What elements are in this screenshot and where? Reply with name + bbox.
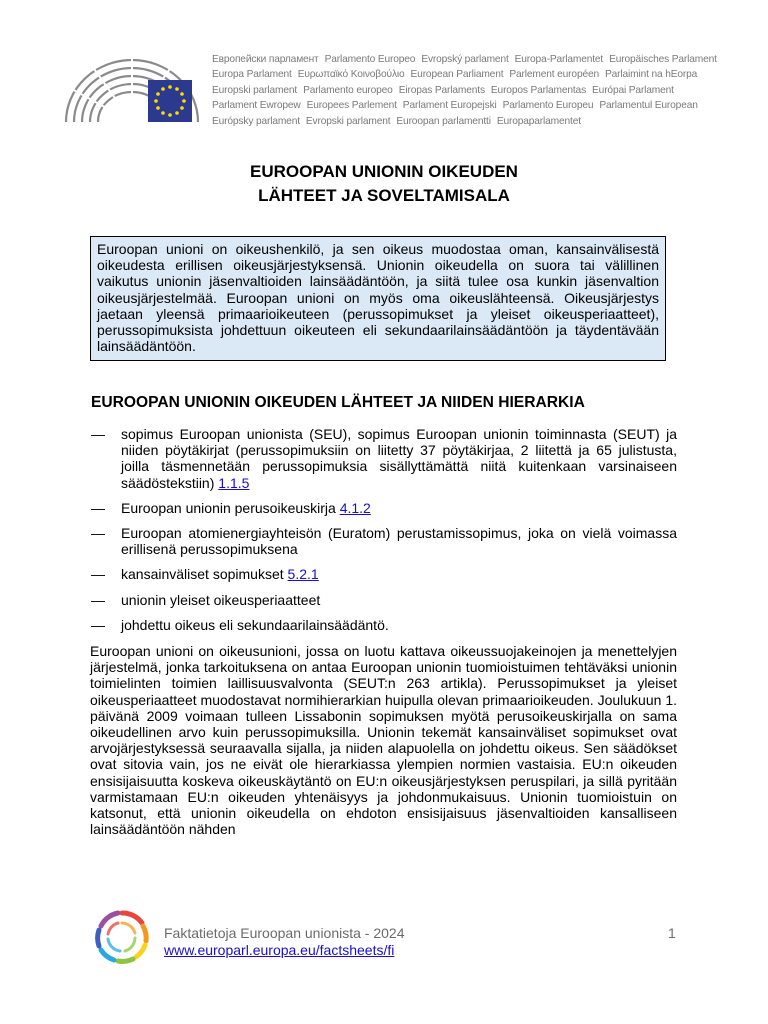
- list-dash: —: [91, 525, 105, 542]
- parliament-names-row: [212, 67, 732, 82]
- section-heading: EUROOPAN UNIONIN OIKEUDEN LÄHTEET JA NIIDEN HIERARKIA: [91, 394, 585, 411]
- list-item: [91, 617, 677, 633]
- footer-title: Faktatietoja Euroopan unionista - 2024: [164, 925, 405, 941]
- parliament-name: Европейски парламент: [212, 54, 319, 65]
- document-title: [0, 160, 768, 208]
- parliament-name: Europa-Parlamentet: [514, 54, 604, 65]
- parliament-name: Evropský parlament: [421, 54, 509, 65]
- parliament-name: Parlamento Europeu: [502, 100, 594, 112]
- list-item-text: unionin yleiset oikeusperiaatteet: [121, 591, 321, 608]
- fact-sheet-link[interactable]: 5.2.1: [287, 566, 319, 583]
- parliament-name: Parlamento Europeo: [324, 54, 416, 65]
- list-item-text: johdettu oikeus eli sekundaarilainsäädäntö.: [121, 616, 389, 633]
- parliament-name: Parlement européen: [509, 69, 600, 81]
- list-item-text: Euroopan atomienergiayhteisön (Euratom) perustamissopimus, joka on vielä voimassa erillisenä perussopimuksena: [121, 525, 677, 558]
- document-title-line: EUROOPAN UNIONIN OIKEUDEN: [250, 162, 518, 181]
- parliament-name: Parlament Europejski: [402, 100, 497, 112]
- parliament-name: Európai Parlament: [592, 84, 674, 96]
- list-item: [91, 426, 677, 491]
- parliament-name: Europees Parlement: [306, 100, 397, 112]
- sources-list: [91, 426, 677, 642]
- parliament-names-row: [212, 114, 732, 129]
- list-dash: —: [91, 616, 105, 633]
- list-dash: —: [91, 426, 105, 442]
- parliament-name: Európsky parlament: [212, 115, 300, 127]
- fact-sheet-link[interactable]: 1.1.5: [218, 474, 250, 491]
- parliament-name: Parlamentul European: [599, 100, 698, 112]
- parliament-names-row: [212, 83, 732, 98]
- list-dash: —: [91, 499, 105, 516]
- parliament-name: Europski parlament: [212, 84, 298, 96]
- parliament-name: Europäisches Parlament: [609, 54, 717, 65]
- summary-box: Euroopan unioni on oikeushenkilö, ja sen oikeus muodostaa oman, kansainvälisestä oikeudesta erillisen oikeusjärjestyksensä. Unionin oikeudella on suora tai välillinen vaikutus unionin jäsenvaltioiden lainsäädäntöön, ja siitä tulee osa kunkin jäsenvaltion oikeusjärjestelmää. Euroopan unioni on myös oma oikeuslähteensä. Oikeusjärjestys jaetaan yleensä primaarioikeuteen (perussopimukset ja yleiset oikeusperiaatteet), perussopimuksista johdettuun oikeuteen eli sekundaarilainsäädäntöön ja täydentävään lainsäädäntöön.: [90, 236, 666, 361]
- fact-sheet-link[interactable]: 4.1.2: [339, 499, 371, 516]
- body-paragraph: Euroopan unioni on oikeusunioni, jossa on luotu kattava oikeussuojakeinojen ja menettelyjen järjestelmä, jonka tarkoituksena on antaa Euroopan unionin tuomioistuimen tehtäväksi unionin toimielinten toimien laillisuusvalvonta (SEUT:n 263 artikla). Perussopimukset ja yleiset oikeusperiaatteet muodostavat normihierarkian huipulla olevan primaarioikeuden. Joulukuun 1. päivänä 2009 voimaan tulleen Lissabonin sopimuksen myötä perusoikeuskirjalla on sama oikeudellinen arvo kuin perussopimuksilla. Unionin tekemät kansainväliset sopimukset ovat arvojärjestyksessä seuraavalla sijalla, ja niiden alapuolella on johdettu oikeus. Sen säädökset ovat sitovia vain, jos ne eivät ole hierarkiassa ylempien normien vastaisia. EU:n oikeuden ensisijaisuutta koskeva oikeuskäytäntö on EU:n oikeusjärjestyksen peruspilari, ja sillä pyritään varmistamaan EU:n oikeuden yhtenäisyys ja johdonmukaisuus. Unionin tuomioistuin on katsonut, että unionin oikeudella on ehdoton ensisijaisuus jäsenvaltioiden kansalliseen lainsäädäntöön nähden: [90, 643, 677, 838]
- list-item-text: sopimus Euroopan unionista (SEU), sopimus Euroopan unionin toiminnasta (SEUT) ja niiden pöytäkirjat (perussopimuksiin on liitetty 37 pöytäkirjaa, 2 liitettä ja 65 julistusta, joilla täsmennetään perussopimuksia sisällyttämättä niitä kuitenkaan varsinaiseen säädöstekstiin): [121, 426, 677, 491]
- footer-text: [164, 925, 405, 959]
- page-number: 1: [668, 925, 676, 941]
- list-item-text: Euroopan unionin perusoikeuskirja: [121, 499, 340, 516]
- list-item: [91, 592, 677, 608]
- parliament-names-row: [212, 98, 732, 113]
- list-dash: —: [91, 591, 105, 608]
- parliament-names-row: [212, 52, 732, 67]
- list-item-text: kansainväliset sopimukset: [121, 566, 288, 583]
- parliament-name: Europos Parlamentas: [490, 84, 587, 96]
- parliament-name: Europa Parlament: [212, 69, 292, 81]
- document-title-line: LÄHTEET JA SOVELTAMISALA: [258, 186, 510, 205]
- parliament-name: Europaparlamentet: [496, 115, 581, 127]
- parliament-name: European Parliament: [410, 69, 504, 81]
- factsheets-link[interactable]: www.europarl.europa.eu/factsheets/fi: [164, 942, 395, 958]
- european-parliament-logo: [62, 52, 202, 128]
- parliament-name: Parlaimint na hEorpa: [605, 69, 698, 81]
- list-item: [91, 500, 677, 516]
- parliament-name: Ευρωπαϊκό Κοινοβούλιο: [297, 69, 405, 81]
- factsheets-logo-icon: [90, 905, 154, 969]
- parliament-name: Eiropas Parlaments: [398, 84, 485, 96]
- parliament-name: Evropski parlament: [305, 115, 391, 127]
- list-item: [91, 525, 677, 557]
- parliament-names-block: [212, 52, 732, 129]
- parliament-name: Parlament Ewropew: [212, 100, 301, 112]
- list-dash: —: [91, 566, 105, 583]
- parliament-name: Euroopan parlamentti: [396, 115, 491, 127]
- parliament-name: Parlamento europeo: [303, 84, 393, 96]
- list-item: [91, 566, 677, 582]
